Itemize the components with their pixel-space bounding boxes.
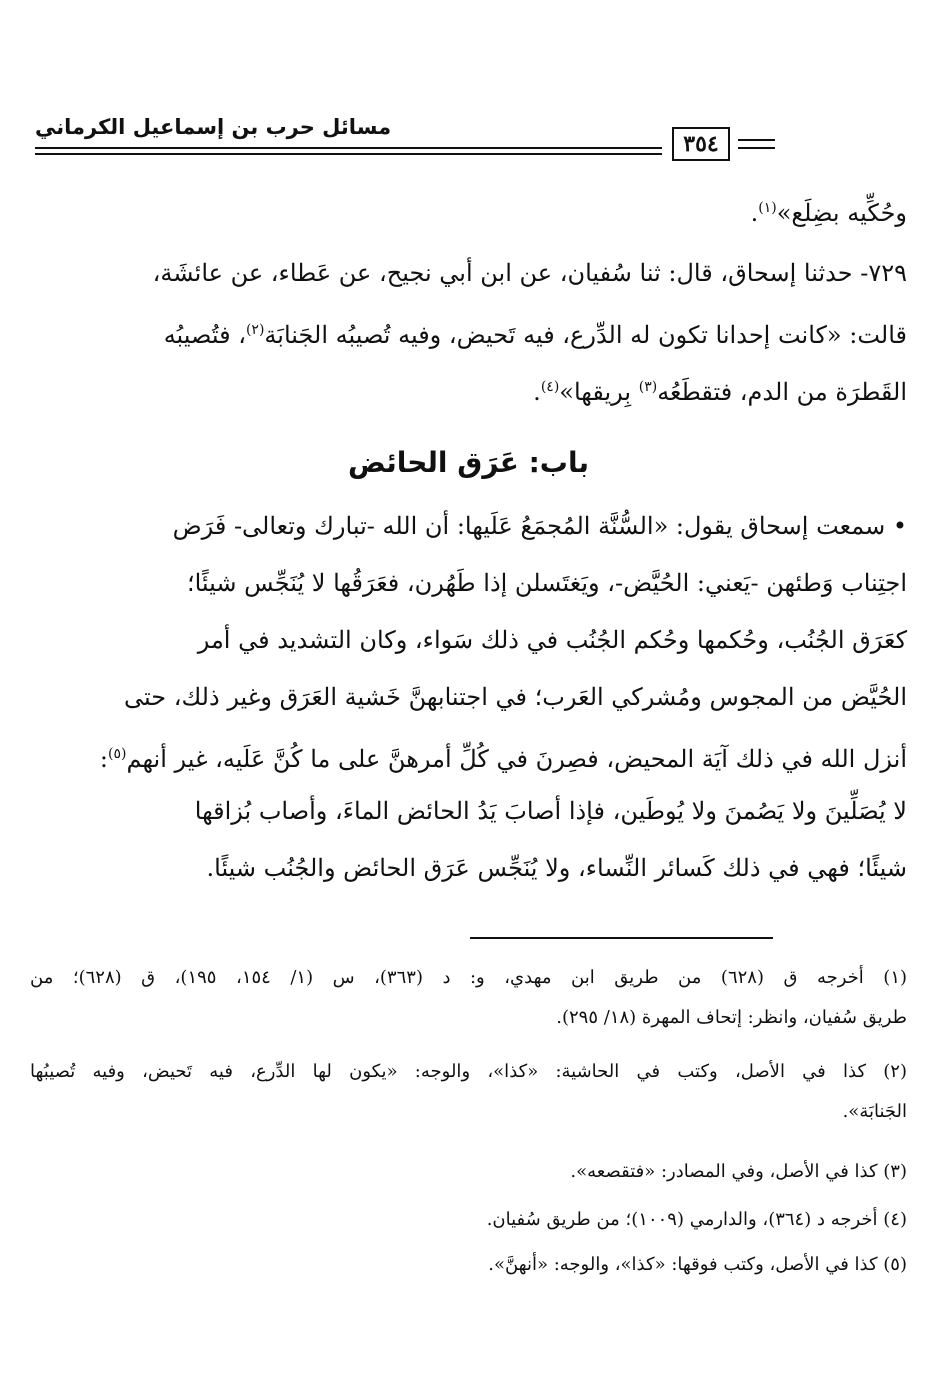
- footnote-ref-3: (٣): [638, 379, 658, 395]
- text-punct: .: [533, 378, 541, 406]
- paragraph-line-6: لا يُصَلِّينَ ولا يَصُمنَ ولا يُوطَين، فإذا أصابَ يَدُ الحائض الماءَ، وأصاب بُزاقها: [194, 797, 907, 825]
- text-span: القَطرَة من الدم، فتقطَعُه: [657, 378, 907, 406]
- text-punct: :: [99, 745, 109, 773]
- paragraph-line-1: • سمعت إسحاق يقول: «السُّنَّة المُجمَعُ عَلَيها: أن الله -تبارك وتعالى- فَرَض: [172, 512, 907, 540]
- footnote-4: (٤) أخرجه د (٣٦٤)، والدارمي (١٠٠٩)؛ من طريق سُفيان.: [486, 1209, 907, 1230]
- hadith-729-line-3: [30, 359, 907, 416]
- paragraph-line-5: [30, 726, 907, 783]
- footnote-ref-5: (٥): [108, 746, 127, 762]
- page-number-rule-bottom: [738, 147, 775, 149]
- paragraph-line-4: الحُيَّض من المجوس ومُشركي العَرب؛ في اجتنابهنَّ خَشية العَرَق وغير ذلك، حتى: [124, 683, 907, 711]
- ishaq-paragraph: [30, 498, 907, 897]
- footnote-1-line-2: طريق سُفيان، وانظر: إتحاف المهرة (١٨/ ٢٩٥).: [556, 1007, 907, 1028]
- header-rule-bottom: [35, 153, 662, 155]
- paragraph-line-2: اجتِناب وَطئهن -يَعني: الحُيَّض-، ويَغتَسلن إذا طَهُرن، فعَرَقُها لا يُنَجِّس شيئًا؛: [186, 569, 907, 597]
- running-header-title: مسائل حرب بن إسماعيل الكرماني: [35, 115, 392, 139]
- footnote-ref-2: (٢): [245, 322, 265, 338]
- text-span: قالت: «كانت إحدانا تكون له الدِّرع، فيه تَحيض، وفيه تُصيبُه الجَنابَة: [264, 321, 907, 349]
- hadith-729-line-2: [30, 302, 907, 359]
- text-span: بِريقها»: [559, 378, 639, 406]
- footnote-3: (٣) كذا في الأصل، وفي المصادر: «فتقصعه».: [570, 1161, 907, 1182]
- header-rule-top: [35, 147, 662, 149]
- paragraph-line-3: كعَرَق الجُنُب، وحُكمها وحُكم الجُنُب في ذلك سَواء، وكان التشديد في أمر: [197, 626, 907, 654]
- footnote-ref-1: (١): [758, 200, 777, 216]
- hadith-729: [30, 245, 907, 416]
- footnote-2: [30, 1052, 907, 1132]
- hadith-729-line-1: ٧٢٩- حدثنا إسحاق، قال: ثنا سُفيان، عن ابن أبي نجيح، عن عَطاء، عن عائشَة،: [152, 259, 907, 287]
- footnote-2-line-2: الجَنابَة».: [842, 1101, 907, 1122]
- text-line: وحُكِّيه بضِلَع»: [776, 199, 907, 227]
- footnote-separator: [470, 937, 773, 939]
- page-number: ٣٥٤: [672, 127, 730, 161]
- paragraph-line-7: شيئًا؛ فهي في ذلك كَسائر النِّساء، ولا يُنَجِّس عَرَق الحائض والجُنُب شيئًا.: [206, 854, 907, 882]
- page-number-rule-top: [738, 139, 775, 141]
- chapter-heading: باب: عَرَق الحائض: [348, 446, 589, 479]
- text-span: أنزل الله في ذلك آيَة المحيض، فصِرنَ في كُلِّ أمرهنَّ على ما كُنَّ عَلَيه، غير أنهم: [126, 745, 907, 773]
- footnote-2-line-1: (٢) كذا في الأصل، وكتب في الحاشية: «كذا»، والوجه: «يكون لها الدِّرع، فيه تَحيض، وفيه تُصيبُها: [30, 1061, 907, 1082]
- footnote-ref-4: (٤): [540, 379, 560, 395]
- hadith-728-ending: [30, 180, 907, 237]
- footnote-5: (٥) كذا في الأصل، وكتب فوقها: «كذا»، والوجه: «أنهنَّ».: [488, 1254, 907, 1275]
- text-span: ، فتُصيبُه: [163, 321, 246, 349]
- footnote-1-line-1: (١) أخرجه ق (٦٢٨) من طريق ابن مهدي، و: د (٣٦٣)، س (١/ ١٥٤، ١٩٥)، ق (٦٢٨)؛ من: [30, 967, 908, 988]
- footnote-1: [30, 958, 907, 1038]
- text-punct: .: [750, 199, 759, 227]
